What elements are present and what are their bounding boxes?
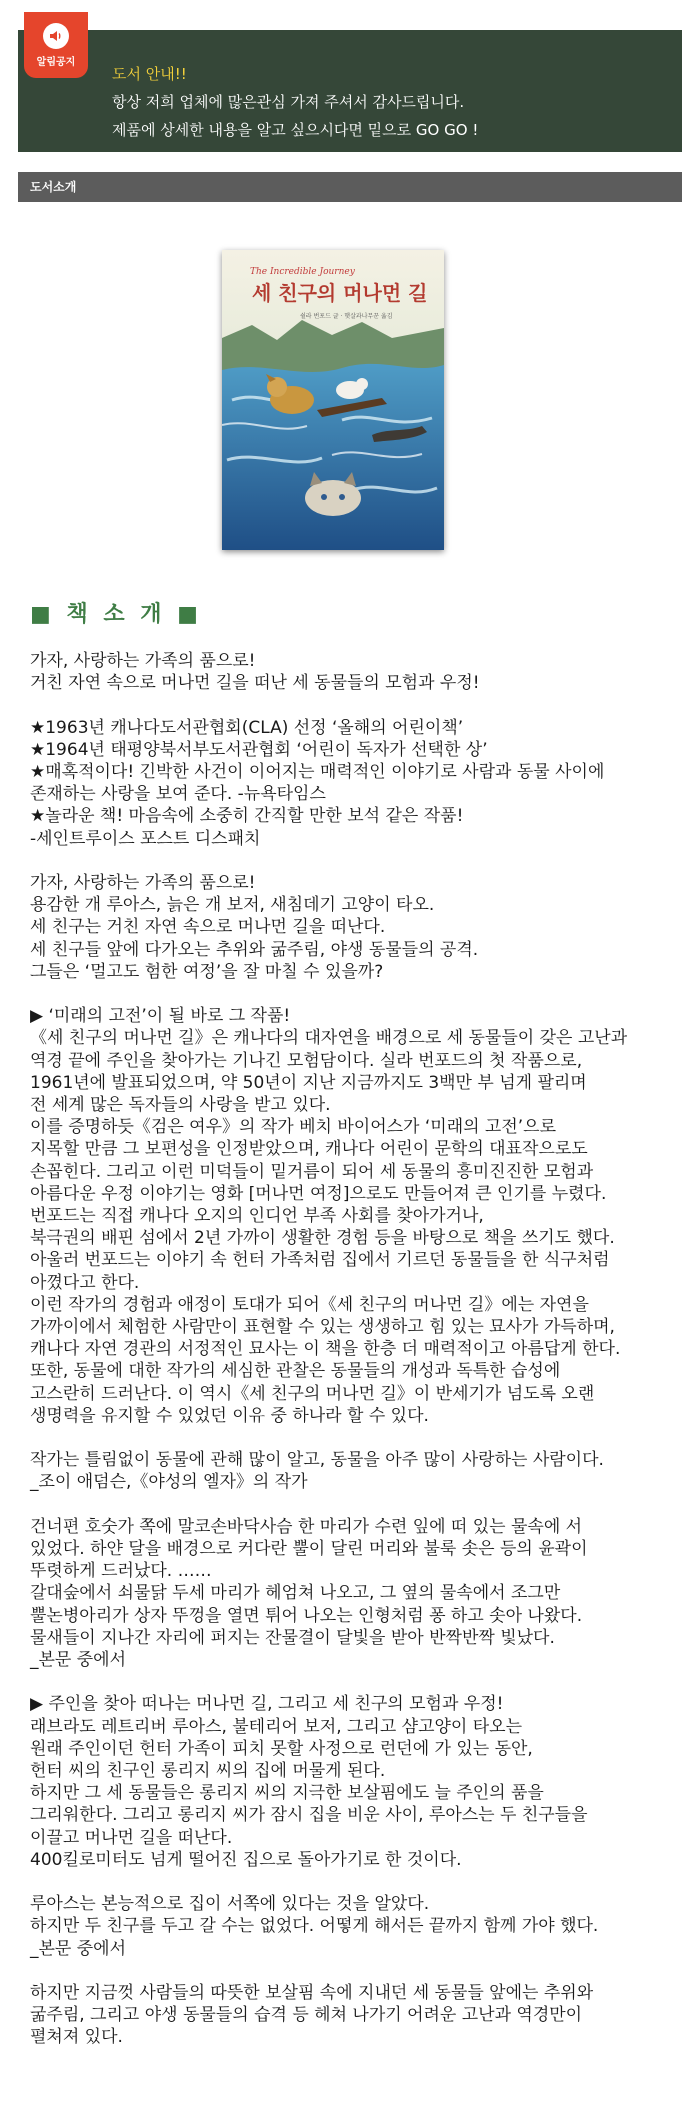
body-line: 세 친구는 거친 자연 속으로 머나먼 길을 떠난다. <box>30 917 386 938</box>
notice-badge <box>24 12 88 78</box>
book-intro-heading: ■ 책 소 개 ■ <box>30 602 202 627</box>
paragraph-gap <box>30 694 700 716</box>
cover-subtitle: The Incredible Journey <box>250 267 355 277</box>
notice-line-1: 항상 저희 업체에 많은관심 가져 주셔서 감사드립니다. <box>112 93 465 111</box>
body-line: 생명력을 유지할 수 있었던 이유 중 하나라 할 수 있다. <box>30 1405 429 1426</box>
body-line: 헌터 씨의 친구인 롱리지 씨의 집에 머물게 된다. <box>30 1761 386 1782</box>
body-line: 이를 증명하듯《검은 여우》의 작가 베치 바이어스가 ‘미래의 고전’으로 <box>30 1117 557 1138</box>
body-line: 뚜렷하게 드러났다. …… <box>30 1561 212 1582</box>
notice-title: 도서 안내!! <box>112 65 187 83</box>
body-line: 존재하는 사랑을 보여 준다. -뉴욕타임스 <box>30 784 326 805</box>
paragraph-gap <box>30 1960 700 1982</box>
book-cover <box>222 250 444 550</box>
body-line: ★1964년 태평양북서부도서관협회 ‘어린이 독자가 선택한 상’ <box>30 739 488 760</box>
body-line: 아울러 번포드는 이야기 속 헌터 가족처럼 집에서 기르던 동물들을 한 식구처럼 <box>30 1250 610 1271</box>
body-line: 세 친구들 앞에 다가오는 추위와 굶주림, 야생 동물들의 공격. <box>30 939 479 960</box>
body-line: 래브라도 레트리버 루아스, 불테리어 보저, 그리고 샴고양이 타오는 <box>30 1716 523 1737</box>
section-header: 도서소개 <box>18 172 682 202</box>
body-line: 가자, 사랑하는 가족의 품으로! <box>30 873 256 893</box>
body-line: 거친 자연 속으로 머나먼 길을 떠난 세 동물들의 모험과 우정! <box>30 673 480 694</box>
body-line: _본문 중에서 <box>30 1938 127 1959</box>
body-line: 갈대숲에서 쇠물닭 두세 마리가 헤엄쳐 나오고, 그 옆의 물속에서 조그만 <box>30 1583 561 1604</box>
body-line: 하지만 지금껏 사람들의 따뜻한 보살핌 속에 지내던 세 동물들 앞에는 추위와 <box>30 1983 594 2004</box>
body-line: ▶ 주인을 찾아 떠나는 머나먼 길, 그리고 세 친구의 모험과 우정! <box>30 1694 504 1715</box>
notice-text <box>112 60 478 144</box>
paragraph-gap <box>30 850 700 872</box>
body-line: -세인트루이스 포스트 디스패치 <box>30 828 261 849</box>
body-line: 또한, 동물에 대한 작가의 세심한 관찰은 동물들의 개성과 독특한 습성에 <box>30 1361 561 1382</box>
notice-banner <box>18 30 682 152</box>
body-line: 가까이에서 체험한 사람만이 표현할 수 있는 생생하고 힘 있는 묘사가 가득하며, <box>30 1317 615 1338</box>
body-line: 아름다운 우정 이야기는 영화 [머나먼 여정]으로도 만들어져 큰 인기를 누렸다. <box>30 1183 607 1204</box>
body-line: 뿔논병아리가 상자 뚜껑을 열면 튀어 나오는 인형처럼 퐁 하고 솟아 나왔다. <box>30 1605 583 1626</box>
paragraph-gap <box>30 983 700 1005</box>
body-line: 루아스는 본능적으로 집이 서쪽에 있다는 것을 알았다. <box>30 1894 430 1915</box>
body-line: ★1963년 캐나다도서관협회(CLA) 선정 ‘올해의 어린이책’ <box>30 717 464 738</box>
paragraph-gap <box>30 1671 700 1693</box>
paragraph-gap <box>30 1871 700 1893</box>
body-line: 물새들이 지나간 자리에 퍼지는 잔물결이 달빛을 받아 반짝반짝 빛났다. <box>30 1627 555 1648</box>
body-line: 하지만 두 친구를 두고 갈 수는 없었다. 어떻게 해서든 끝까지 함께 가야 했다. <box>30 1916 599 1937</box>
body-line: ▶ ‘미래의 고전’이 될 바로 그 작품! <box>30 1006 291 1027</box>
body-line: ★매혹적이다! 긴박한 사건이 이어지는 매력적인 이야기로 사람과 동물 사이에 <box>30 762 605 782</box>
cover-title: 세 친구의 머나먼 길 <box>252 281 428 305</box>
body-line: 작가는 틀림없이 동물에 관해 많이 알고, 동물을 아주 많이 사랑하는 사람이다. <box>30 1450 604 1471</box>
body-line: 번포드는 직접 캐나다 오지의 인디언 부족 사회를 찾아가거나, <box>30 1206 484 1227</box>
body-line: _조이 애덤슨,《야성의 엘자》의 작가 <box>30 1472 308 1493</box>
body-line: 가자, 사랑하는 가족의 품으로! <box>30 651 256 671</box>
body-line: 이끌고 머나먼 길을 떠난다. <box>30 1827 233 1848</box>
paragraph-gap <box>30 1427 700 1449</box>
body-line: 캐나다 자연 경관의 서정적인 묘사는 이 책을 한층 더 매력적이고 아름답게 한다. <box>30 1339 621 1360</box>
body-line: ★놀라운 책! 마음속에 소중히 간직할 만한 보석 같은 작품! <box>30 806 464 827</box>
body-line: 용감한 개 루아스, 늙은 개 보저, 새침데기 고양이 타오. <box>30 895 435 916</box>
speaker-icon <box>43 23 69 49</box>
body-line: 손꼽힌다. 그리고 이런 미덕들이 밑거름이 되어 세 동물의 흥미진진한 모험과 <box>30 1161 594 1182</box>
body-line: 하지만 그 세 동물들은 롱리지 씨의 지극한 보살핌에도 늘 주인의 품을 <box>30 1783 544 1804</box>
body-line: 이런 작가의 경험과 애정이 토대가 되어《세 친구의 머나먼 길》에는 자연을 <box>30 1294 589 1315</box>
notice-line-2: 제품에 상세한 내용을 알고 싶으시다면 밑으로 GO GO ! <box>112 121 479 139</box>
body-line: 400킬로미터도 넘게 떨어진 집으로 돌아가기로 한 것이다. <box>30 1849 462 1870</box>
body-line: 그들은 ‘멀고도 험한 여정’을 잘 마칠 수 있을까? <box>30 961 384 982</box>
body-line: 원래 주인이던 헌터 가족이 피치 못할 사정으로 런던에 가 있는 동안, <box>30 1738 533 1759</box>
body-line: 전 세계 많은 독자들의 사랑을 받고 있다. <box>30 1095 331 1116</box>
body-line: 북극권의 배핀 섬에서 2년 가까이 생활한 경험 등을 바탕으로 책을 쓰기도 했다. <box>30 1228 615 1249</box>
body-line: 있었다. 하얀 달을 배경으로 커다란 뿔이 달린 머리와 불룩 솟은 등의 윤곽이 <box>30 1539 588 1560</box>
body-line: _본문 중에서 <box>30 1650 127 1671</box>
notice-badge-label: 알림공지 <box>36 56 76 68</box>
body-line: 굶주림, 그리고 야생 동물들의 습격 등 헤쳐 나가기 어려운 고난과 역경만이 <box>30 2005 583 2026</box>
paragraph-gap <box>30 1494 700 1516</box>
body-line: 1961년에 발표되었으며, 약 50년이 지난 지금까지도 3백만 부 넘게 팔리며 <box>30 1072 587 1093</box>
body-line: 그리워한다. 그리고 롱리지 씨가 잠시 집을 비운 사이, 루아스는 두 친구들을 <box>30 1805 588 1826</box>
body-line: 고스란히 드러난다. 이 역시《세 친구의 머나먼 길》이 반세기가 넘도록 오랜 <box>30 1383 595 1404</box>
body-line: 지목할 만큼 그 보편성을 인정받았으며, 캐나다 어린이 문학의 대표작으로도 <box>30 1139 588 1160</box>
body-line: 역경 끝에 주인을 찾아가는 기나긴 모험담이다. 실라 번포드의 첫 작품으로, <box>30 1050 583 1071</box>
cover-authors: 쉴라 번포드 글 · 햇살과나무꾼 옮김 <box>300 313 393 320</box>
body-line: 아꼈다고 한다. <box>30 1272 140 1293</box>
body-line: 건너편 호숫가 쪽에 말코손바닥사슴 한 마리가 수련 잎에 떠 있는 물속에 서 <box>30 1516 583 1537</box>
body-line: 펼쳐져 있다. <box>30 2027 123 2048</box>
book-description <box>30 650 700 2049</box>
body-line: 《세 친구의 머나먼 길》은 캐나다의 대자연을 배경으로 세 동물들이 갖은 고난과 <box>30 1028 628 1049</box>
